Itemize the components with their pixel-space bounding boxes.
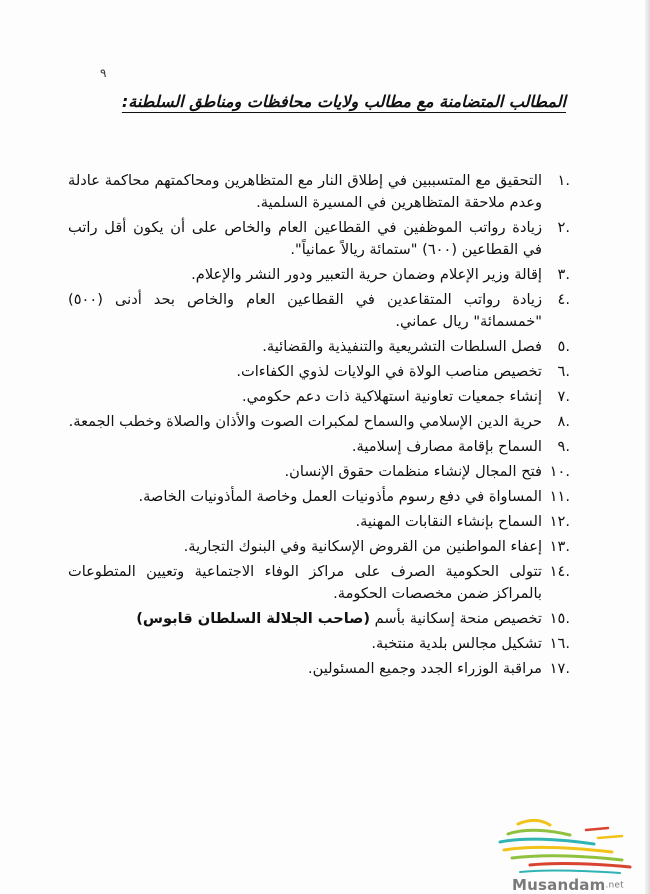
- list-item-body: إقالة وزير الإعلام وضمان حرية التعبير ودور النشر والإعلام.: [191, 266, 542, 283]
- list-item-number: .٩: [557, 438, 570, 455]
- page-edge-shadow: [645, 0, 650, 894]
- list-item: [68, 264, 570, 286]
- list-item: [68, 608, 570, 630]
- list-item-number: .١٠: [549, 463, 570, 480]
- logo-wordmark: [512, 876, 624, 894]
- list-item-number: .١٢: [549, 513, 570, 530]
- list-item-body: زيادة رواتب المتقاعدين في القطاعين العام والخاص بحد أدنى (٥٠٠) "خمسمائة" ريال عماني.: [68, 291, 542, 330]
- list-item-text: [68, 511, 542, 533]
- list-item-text: [68, 658, 542, 680]
- list-item-number: .١٥: [549, 610, 570, 627]
- logo-mark-icon: [490, 808, 640, 878]
- list-item: [68, 361, 570, 383]
- page-number: ٩: [100, 66, 107, 80]
- list-item-body: السماح بإنشاء النقابات المهنية.: [355, 513, 542, 530]
- list-item-body: إعفاء المواطنين من القروض الإسكانية وفي البنوك التجارية.: [183, 538, 542, 555]
- list-item-body: زيادة رواتب الموظفين في القطاعين العام والخاص على أن يكون أقل راتب في القطاعين (٦٠٠) "ستمائة ريالاً عمانياً".: [68, 219, 542, 258]
- list-item: [68, 511, 570, 533]
- list-item-body: فصل السلطات التشريعية والتنفيذية والقضائية.: [262, 338, 542, 355]
- list-item-text: [68, 461, 542, 483]
- list-item-body: المساواة في دفع رسوم مأذونيات العمل وخاصة المأذونيات الخاصة.: [138, 488, 542, 505]
- list-item: [68, 486, 570, 508]
- list-item-number: .٢: [557, 219, 570, 236]
- list-item: [68, 217, 570, 261]
- list-item-body: تتولى الحكومية الصرف على مراكز الوفاء الاجتماعية وتعيين المتطوعات بالمراكز ضمن مخصصات الحكومة.: [68, 563, 542, 602]
- list-item: [68, 170, 570, 214]
- list-item-text: [68, 561, 542, 605]
- list-item-body: تخصيص مناصب الولاة في الولايات لذوي الكفاءات.: [236, 363, 542, 380]
- list-item-text: [68, 289, 542, 333]
- list-item-number: .١٧: [549, 660, 570, 677]
- list-item-text: [68, 170, 542, 214]
- list-item: [68, 436, 570, 458]
- list-item-body: التحقيق مع المتسببين في إطلاق النار مع المتظاهرين ومحاكمتهم محاكمة عادلة وعدم ملاحقة المتظاهرين في المسيرة السلمية.: [68, 172, 542, 211]
- list-item-number: .١٤: [549, 563, 570, 580]
- list-item: [68, 633, 570, 655]
- list-item-text: [68, 217, 542, 261]
- list-item: [68, 536, 570, 558]
- list-item: [68, 386, 570, 408]
- list-item-body: فتح المجال لإنشاء منظمات حقوق الإنسان.: [284, 463, 542, 480]
- list-item-text: [68, 608, 542, 630]
- list-item-number: .١١: [549, 488, 570, 505]
- list-item-text: [68, 633, 542, 655]
- list-item-body: تخصيص منحة إسكانية بأسم: [374, 610, 542, 627]
- list-item-text: [68, 486, 542, 508]
- list-item-text: [68, 411, 542, 433]
- list-item: [68, 411, 570, 433]
- list-item: [68, 461, 570, 483]
- list-item-emphasis: (صاحب الجلالة السلطان قابوس): [136, 610, 371, 627]
- demands-list: [68, 170, 570, 683]
- list-item-number: .٦: [557, 363, 570, 380]
- list-item: [68, 658, 570, 680]
- list-item-body: تشكيل مجالس بلدية منتخبة.: [371, 635, 542, 652]
- list-item-text: [68, 436, 542, 458]
- list-item: [68, 336, 570, 358]
- list-item: [68, 561, 570, 605]
- logo-tld: .net: [605, 880, 624, 891]
- section-heading: المطالب المتضامنة مع مطالب ولايات محافظات ومناطق السلطنة:: [121, 92, 566, 111]
- list-item-number: .٥: [557, 338, 570, 355]
- list-item-body: السماح بإقامة مصارف إسلامية.: [351, 438, 542, 455]
- list-item-body: إنشاء جمعيات تعاونية استهلاكية ذات دعم حكومي.: [242, 388, 542, 405]
- musandam-logo: [490, 808, 640, 894]
- list-item-number: .١: [557, 172, 570, 189]
- list-item-text: [68, 264, 542, 286]
- list-item-number: .١٣: [549, 538, 570, 555]
- list-item-body: حرية الدين الإسلامي والسماح لمكبرات الصوت والأذان والصلاة وخطب الجمعة.: [68, 413, 542, 430]
- list-item-number: .٧: [557, 388, 570, 405]
- list-item-number: .٣: [557, 266, 570, 283]
- list-item-text: [68, 361, 542, 383]
- list-item-text: [68, 336, 542, 358]
- list-item-number: .٤: [557, 291, 570, 308]
- list-item-text: [68, 536, 542, 558]
- logo-brand: Musandam: [512, 876, 606, 894]
- list-item: [68, 289, 570, 333]
- list-item-number: .١٦: [549, 635, 570, 652]
- list-item-body: مراقبة الوزراء الجدد وجميع المسئولين.: [308, 660, 542, 677]
- list-item-text: [68, 386, 542, 408]
- list-item-number: .٨: [557, 413, 570, 430]
